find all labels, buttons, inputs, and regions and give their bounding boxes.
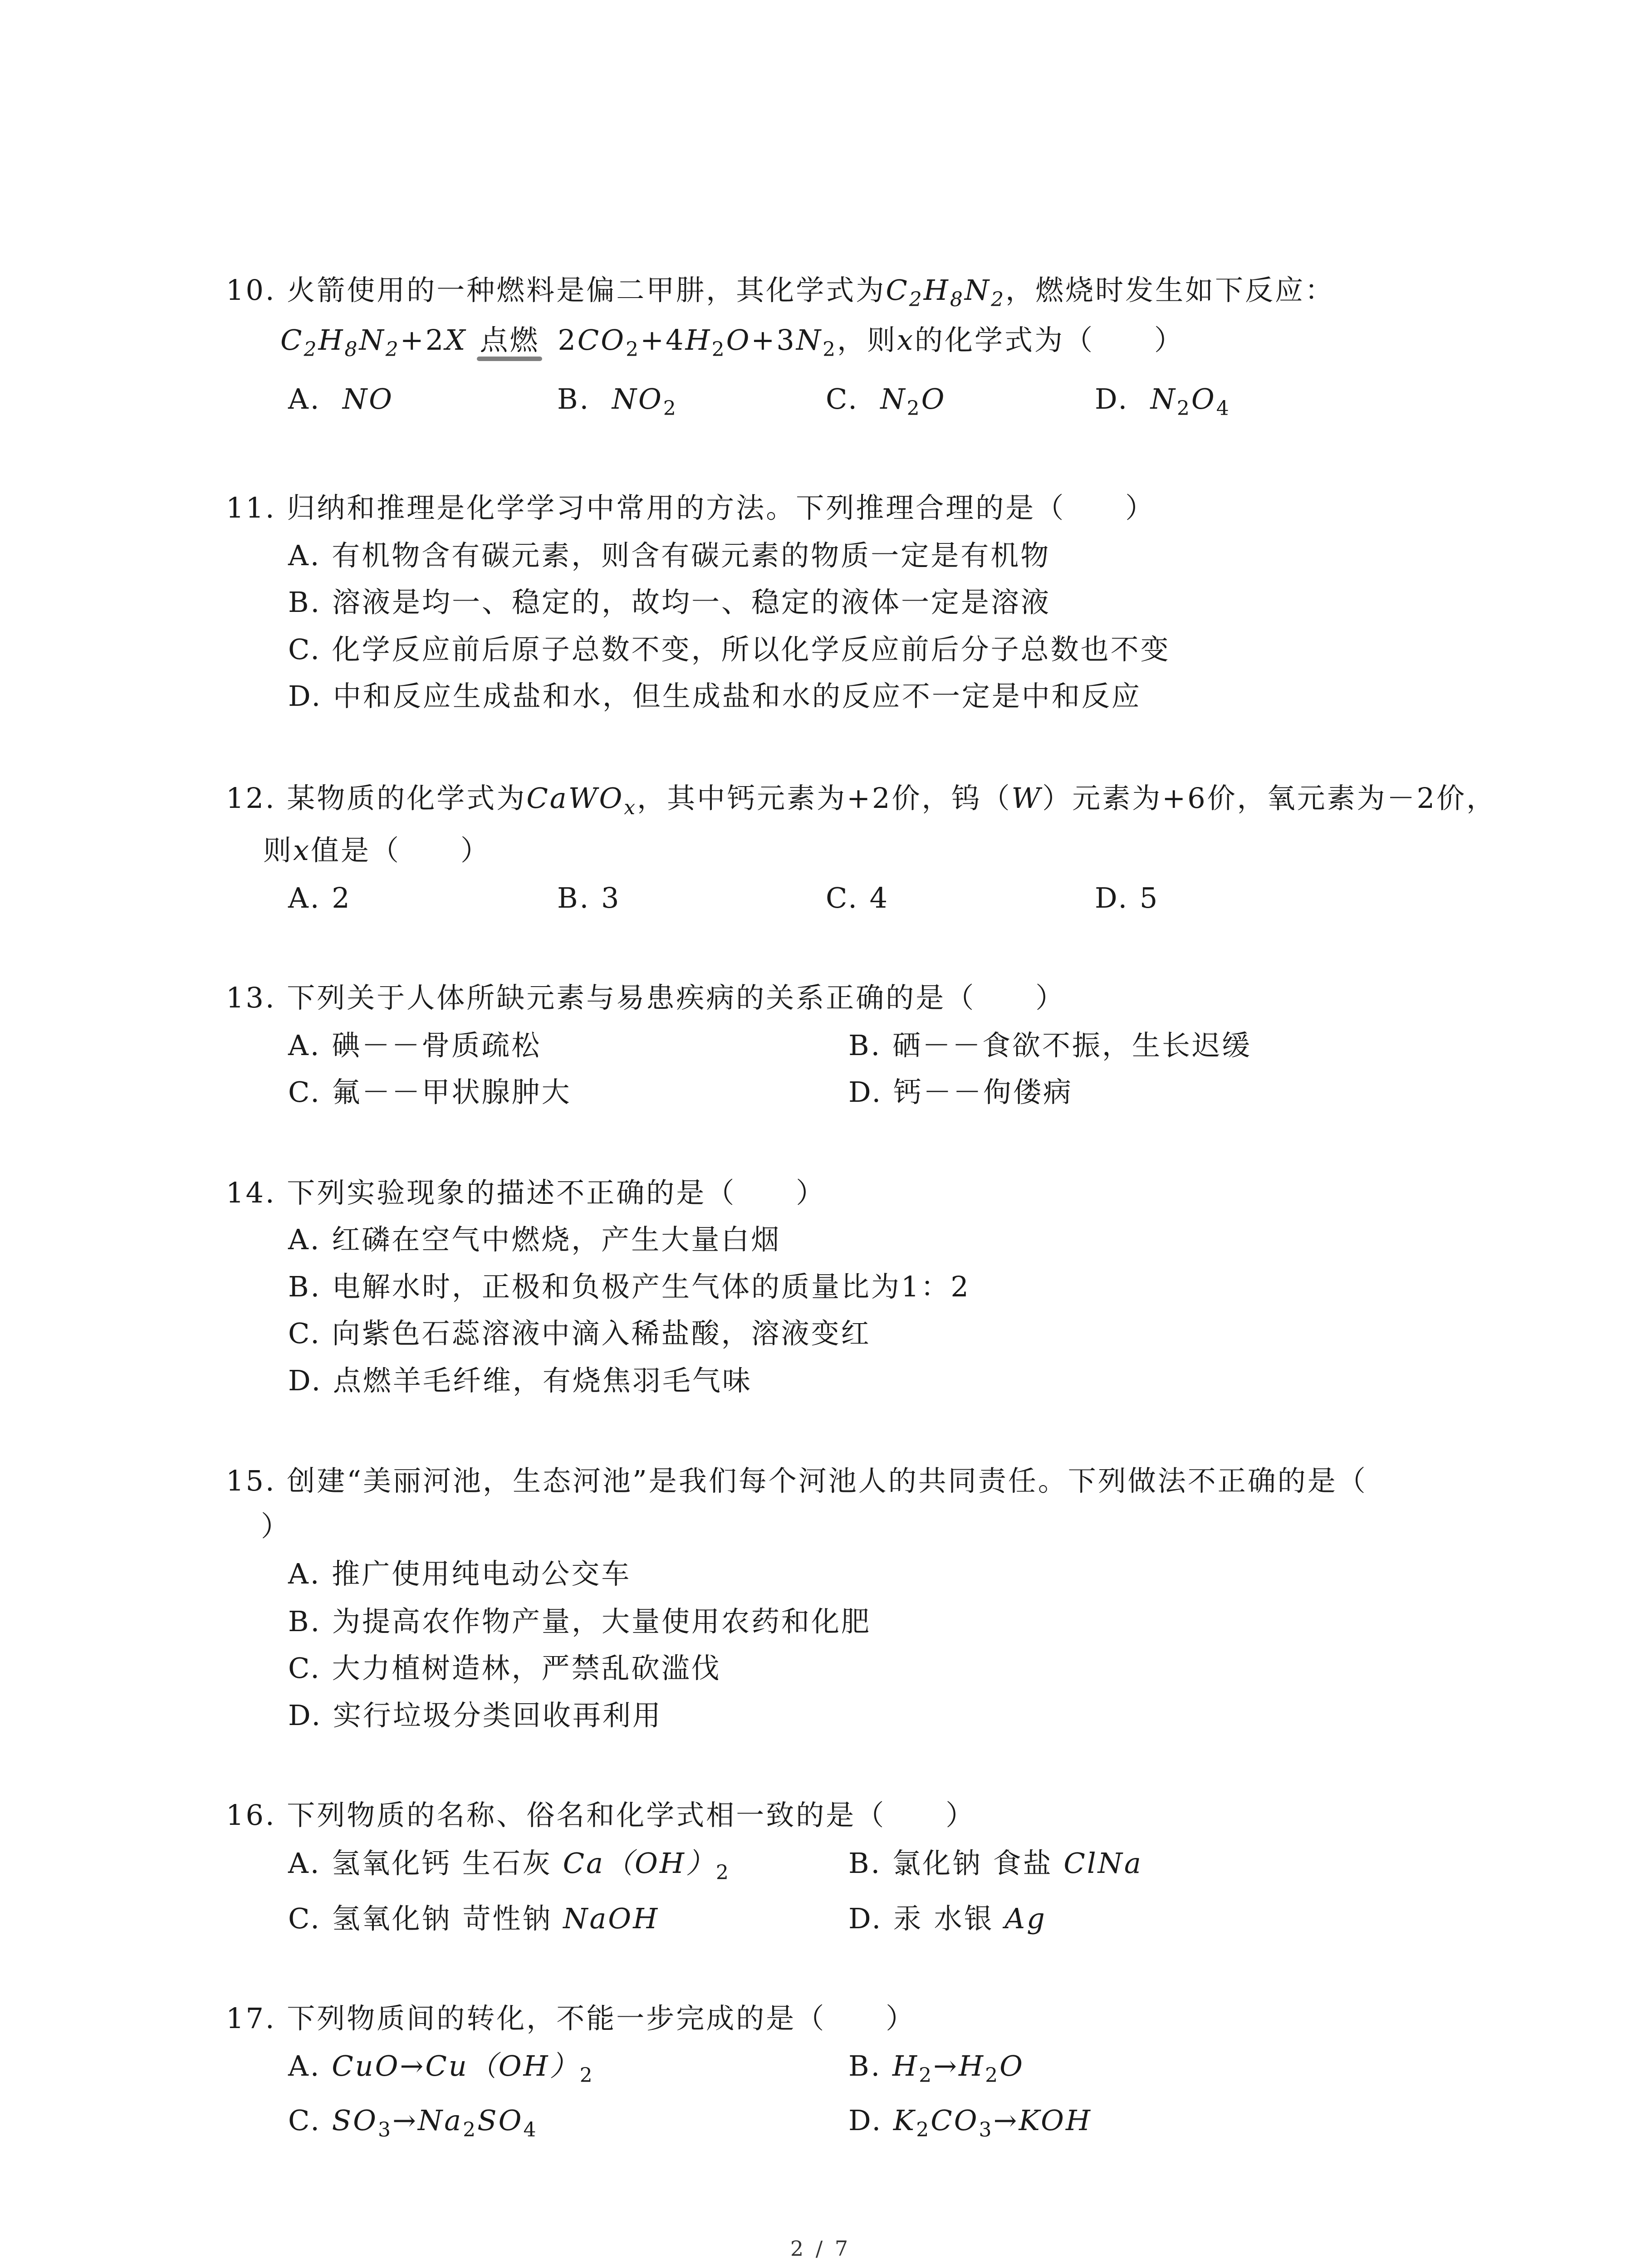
q13-option-d: D. 钙－－佝偻病 [848, 1075, 1073, 1109]
q16-option-d: D. 汞 水银 Ag [848, 1902, 1047, 1935]
q13-option-b: B. 硒－－食欲不振，生长迟缓 [848, 1029, 1252, 1062]
q17-option-a: A. $CuO\to Cu(OH)_2$ [288, 2049, 594, 2087]
q16-option-a: A. 氢氧化钙 生石灰 $Ca(OH)_2$ [288, 1847, 730, 1884]
q15-option-b: B. 为提高农作物产量，大量使用农药和化肥 [288, 1605, 871, 1638]
q12-stem-line1: 12. 某物质的化学式为CaWO$_x$，其中钙元素为+2价，钨（W）元素为+6价，氧元素为－2价， [226, 782, 1497, 819]
page-number: 2 / 7 [790, 2236, 851, 2261]
q12-option-a: A. 2 [288, 881, 352, 914]
q11-option-b: B. 溶液是均一、稳定的，故均一、稳定的液体一定是溶液 [288, 586, 1051, 619]
q16-option-b: B. 氯化钠 食盐 ClNa [848, 1847, 1143, 1880]
q15-option-d: D. 实行垃圾分类回收再利用 [288, 1699, 662, 1732]
q16-option-c: C. 氢氧化钠 苛性钠 NaOH [288, 1902, 660, 1935]
q11-option-a: A. 有机物含有碳元素，则含有碳元素的物质一定是有机物 [288, 539, 1051, 572]
q17-option-b: B. $H_2\to H_2O$ [848, 2049, 1024, 2087]
q12-stem-line2: 则x值是（ ） [263, 834, 490, 867]
q10-option-b: B. $NO_2$ [557, 382, 678, 420]
q10-formula: $C_2H_8N_2$ [886, 274, 1006, 311]
q10-option-a: A. NO [288, 382, 394, 415]
q14-stem: 14. 下列实验现象的描述不正确的是（ ） [226, 1176, 826, 1209]
reaction-condition: 点燃 [480, 322, 539, 358]
q10-equation: $C_2H_8N_2+2X$ 点燃 $2CO_2+4H_2O+3N_2$，则x的化学式为（ ） [280, 322, 1184, 358]
q14-option-b: B. 电解水时，正极和负极产生气体的质量比为1：2 [288, 1270, 970, 1303]
q11-option-c: C. 化学反应前后原子总数不变，所以化学反应前后分子总数也不变 [288, 633, 1171, 666]
q13-stem: 13. 下列关于人体所缺元素与易患疾病的关系正确的是（ ） [226, 981, 1066, 1014]
q10-stem-line1: 10. 火箭使用的一种燃料是偏二甲肼，其化学式为$C_2H_8N_2$，燃烧时发生如下反应： [226, 274, 1335, 311]
q15-option-a: A. 推广使用纯电动公交车 [288, 1557, 632, 1590]
q11-stem: 11. 归纳和推理是化学学习中常用的方法。下列推理合理的是（ ） [226, 491, 1156, 524]
q16-stem: 16. 下列物质的名称、俗名和化学式相一致的是（ ） [226, 1799, 976, 1832]
q14-option-a: A. 红磷在空气中燃烧，产生大量白烟 [288, 1223, 781, 1256]
q12-option-c: C. 4 [826, 881, 890, 914]
q10-option-d: D. $N_2O_4$ [1095, 382, 1231, 420]
q12-option-d: D. 5 [1095, 881, 1160, 914]
q14-option-d: D. 点燃羊毛纤维，有烧焦羽毛气味 [288, 1364, 752, 1397]
q15-stem-line2: ） [261, 1510, 291, 1543]
q11-option-d: D. 中和反应生成盐和水，但生成盐和水的反应不一定是中和反应 [288, 679, 1141, 713]
q17-stem: 17. 下列物质间的转化，不能一步完成的是（ ） [226, 2002, 916, 2035]
reaction-arrow-bar [477, 357, 542, 361]
q17-option-d: D. $K_2CO_3\to KOH$ [848, 2104, 1092, 2141]
q13-option-c: C. 氟－－甲状腺肿大 [288, 1075, 572, 1109]
q15-stem-line1: 15. 创建“美丽河池，生态河池”是我们每个河池人的共同责任。下列做法不正确的是（ [226, 1464, 1367, 1497]
q13-option-a: A. 碘－－骨质疏松 [288, 1029, 542, 1062]
q17-option-c: C. $SO_3\to Na_2SO_4$ [288, 2104, 538, 2141]
q10-option-c: C. $N_2O$ [826, 382, 946, 420]
q15-option-c: C. 大力植树造林，严禁乱砍滥伐 [288, 1652, 721, 1685]
q10-stem-text: 10. 火箭使用的一种燃料是偏二甲肼，其化学式为 [226, 274, 886, 307]
q12-option-b: B. 3 [557, 881, 621, 914]
q14-option-c: C. 向紫色石蕊溶液中滴入稀盐酸，溶液变红 [288, 1317, 871, 1350]
